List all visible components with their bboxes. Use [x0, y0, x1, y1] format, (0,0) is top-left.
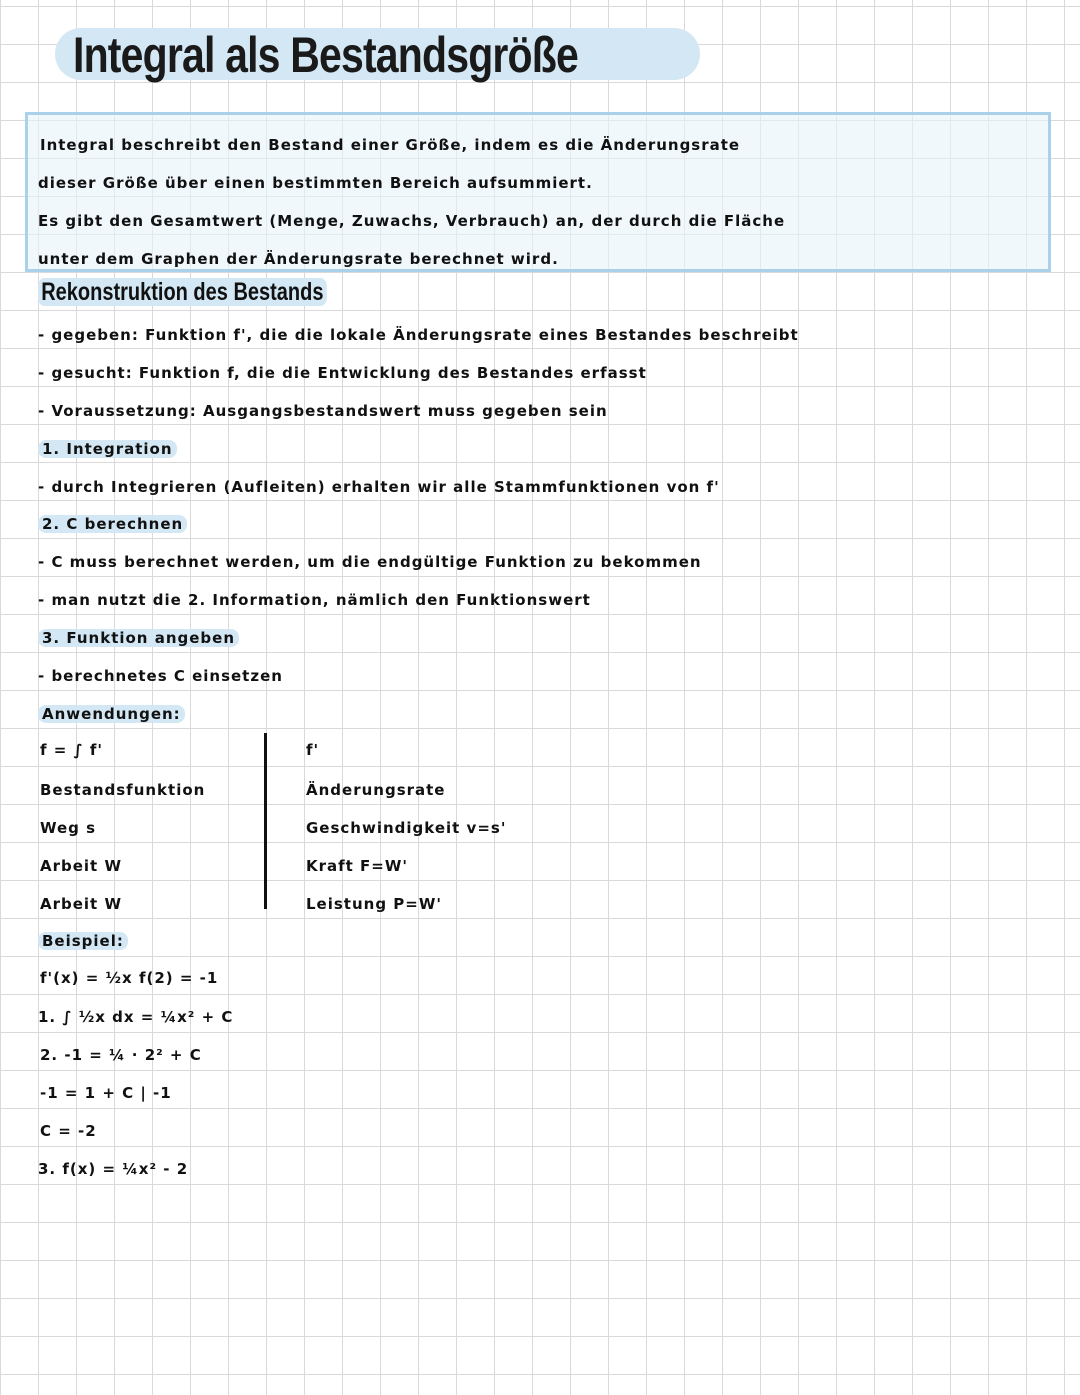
example-line: C = -2	[40, 1122, 97, 1140]
text-line: - gesucht: Funktion f, die die Entwicklung des Bestandes erfasst	[38, 364, 647, 382]
table-right-cell: Änderungsrate	[306, 781, 446, 799]
table-right-cell: Geschwindigkeit v=s'	[306, 819, 507, 837]
step-heading: 1. Integration	[38, 439, 177, 459]
table-left-cell: Weg s	[40, 819, 97, 837]
definition-line: dieser Größe über einen bestimmten Bereich aufsummiert.	[38, 174, 593, 192]
example-line: f'(x) = ½x f(2) = -1	[40, 969, 219, 987]
text-line: - man nutzt die 2. Information, nämlich den Funktionswert	[38, 591, 591, 609]
table-left-cell: Arbeit W	[40, 895, 122, 913]
step-heading: 2. C berechnen	[38, 514, 187, 534]
table-right-cell: Kraft F=W'	[306, 857, 409, 875]
table-left-cell: f = ∫ f'	[40, 741, 104, 759]
definition-line: Integral beschreibt den Bestand einer Größe, indem es die Änderungsrate	[40, 136, 741, 154]
table-divider	[264, 733, 267, 909]
section-heading: Rekonstruktion des Bestands	[38, 278, 327, 307]
example-line: 3. f(x) = ¼x² - 2	[38, 1160, 189, 1178]
example-line: 1. ∫ ½x dx = ¼x² + C	[38, 1008, 234, 1026]
definition-line: Es gibt den Gesamtwert (Menge, Zuwachs, Verbrauch) an, der durch die Fläche	[38, 212, 786, 230]
page-title	[55, 27, 700, 83]
table-left-cell: Arbeit W	[40, 857, 122, 875]
text-line: - durch Integrieren (Aufleiten) erhalten wir alle Stammfunktionen von f'	[38, 478, 720, 496]
step-heading: 3. Funktion angeben	[38, 628, 239, 648]
text-line: - gegeben: Funktion f', die die lokale Änderungsrate eines Bestandes beschreibt	[38, 326, 799, 344]
text-line: - berechnetes C einsetzen	[38, 667, 283, 685]
text-line: - C muss berechnet werden, um die endgültige Funktion zu bekommen	[38, 553, 702, 571]
definition-line: unter dem Graphen der Änderungsrate berechnet wird.	[38, 250, 559, 268]
example-line: 2. -1 = ¼ · 2² + C	[40, 1046, 202, 1064]
example-heading: Beispiel:	[38, 931, 128, 951]
table-right-cell: f'	[306, 741, 320, 759]
applications-heading: Anwendungen:	[38, 704, 185, 724]
text-line: - Voraussetzung: Ausgangsbestandswert muss gegeben sein	[38, 402, 608, 420]
table-right-cell: Leistung P=W'	[306, 895, 442, 913]
table-left-cell: Bestandsfunktion	[40, 781, 206, 799]
title-text: Integral als Bestandsgröße	[73, 27, 579, 83]
example-line: -1 = 1 + C | -1	[40, 1084, 172, 1102]
